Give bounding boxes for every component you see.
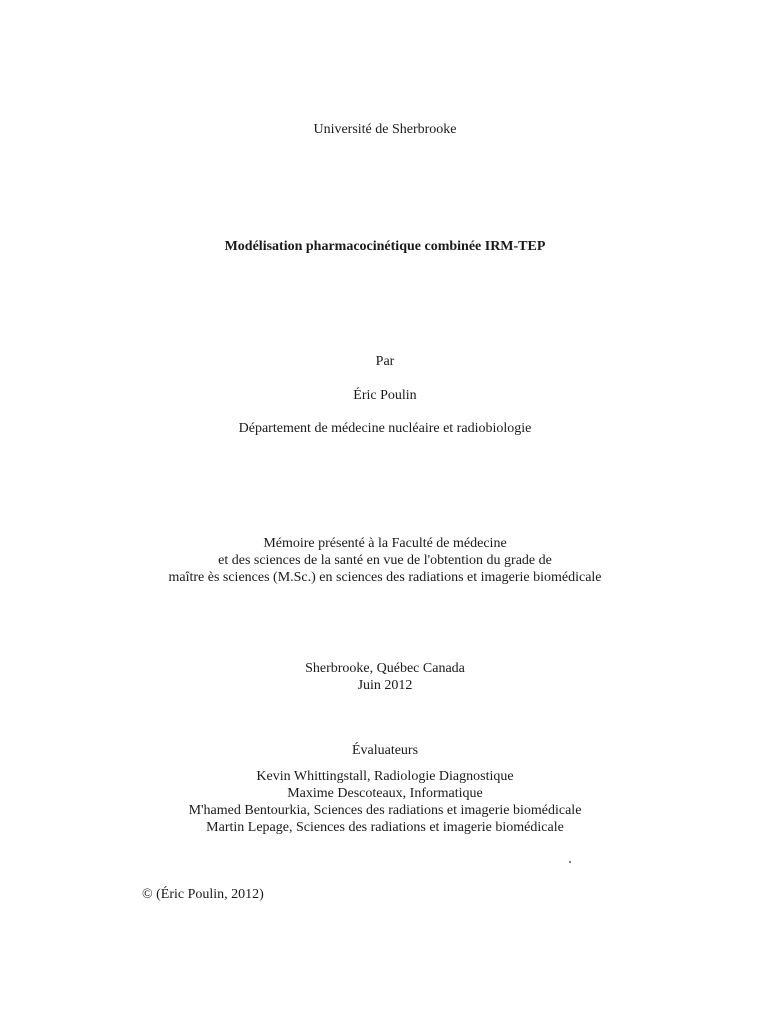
- evaluator-2: Maxime Descoteaux, Informatique: [287, 786, 483, 801]
- university-name: Université de Sherbrooke: [313, 122, 457, 137]
- date: Juin 2012: [357, 678, 413, 693]
- evaluator-3: M'hamed Bentourkia, Sciences des radiations et imagerie biomédicale: [188, 803, 582, 818]
- evaluators-heading: Évaluateurs: [351, 743, 419, 758]
- memoire-line-1: Mémoire présenté à la Faculté de médecine: [263, 536, 507, 551]
- copyright-notice: © (Éric Poulin, 2012): [142, 887, 264, 902]
- author-name: Éric Poulin: [353, 388, 417, 403]
- evaluator-1: Kevin Whittingstall, Radiologie Diagnostique: [256, 769, 514, 784]
- thesis-title: Modélisation pharmacocinétique combinée IRM-TEP: [224, 239, 546, 254]
- evaluator-4: Martin Lepage, Sciences des radiations et imagerie biomédicale: [206, 820, 564, 835]
- by-label: Par: [375, 354, 395, 369]
- memoire-line-3: maître ès sciences (M.Sc.) en sciences des radiations et imagerie biomédicale: [168, 570, 602, 585]
- department-name: Département de médecine nucléaire et radiobiologie: [238, 421, 532, 436]
- memoire-line-2: et des sciences de la santé en vue de l'obtention du grade de: [218, 553, 552, 568]
- place: Sherbrooke, Québec Canada: [305, 661, 465, 676]
- scan-speck: [569, 861, 571, 863]
